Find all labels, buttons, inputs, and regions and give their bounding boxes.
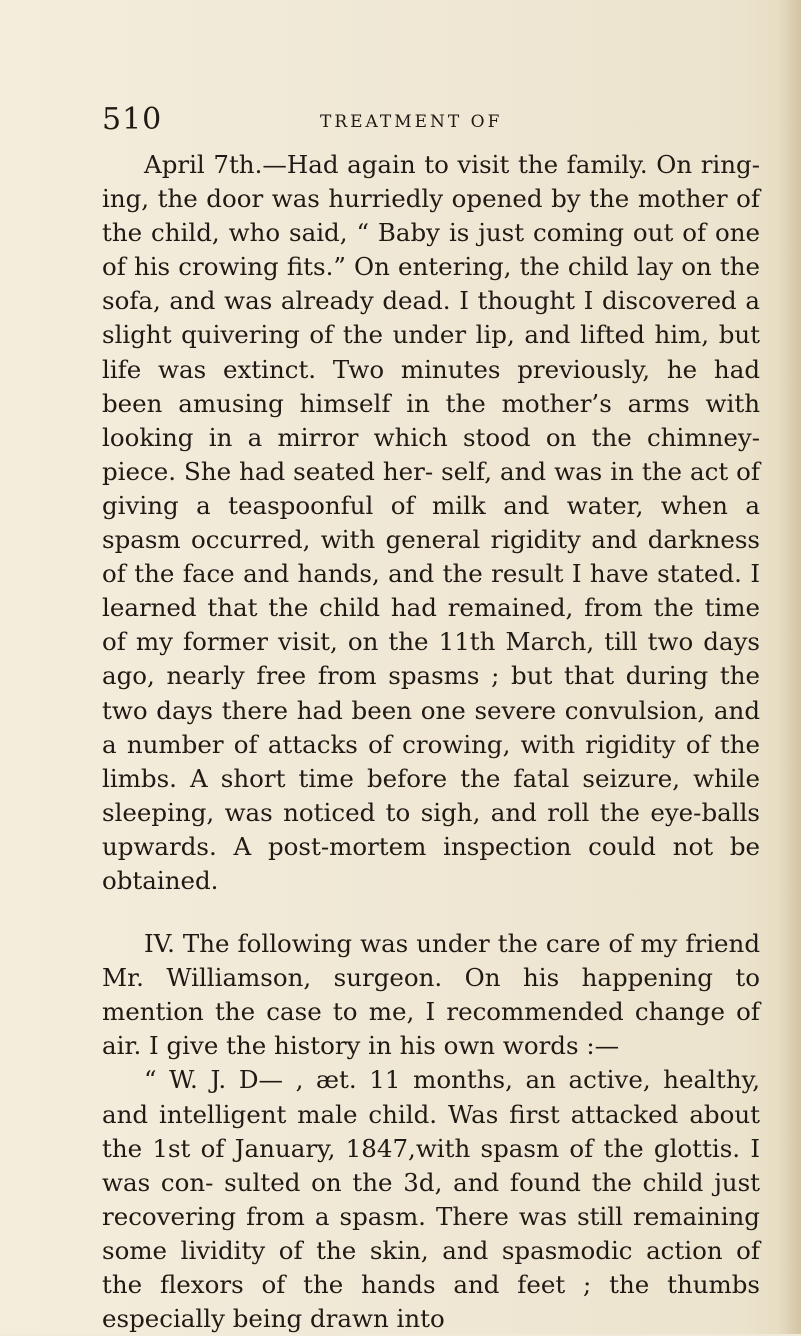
body-text [102, 148, 760, 1336]
running-head: TREATMENT OF [320, 112, 503, 132]
paragraph-case-iv: IV. The following was under the care of my friend Mr. Williamson, surgeon. On his happening to mention the case to me, I recommended change of air. I give the history in his own words :— [102, 929, 760, 1061]
page-edge-shadow [779, 0, 801, 1334]
paragraph-april-7th: April 7th.—Had again to visit the family. On ring- ing, the door was hurriedly opened by the mother of the child, who said, “ Baby is just coming out of one of his crowing fits.” On entering, the child lay on the sofa, and was already dead. I thought I discovered a slight quivering of the under lip, and lifted him, but life was extinct. Two minutes previously, he had been amusing himself in the mother’s arms with looking in a mirror which stood on the chimney-piece. She had seated her- self, and was in the act of giving a teaspoonful of milk and water, when a spasm occurred, with general rigidity and darkness of the face and hands, and the result I have stated. I learned that the child had remained, from the time of my former visit, on the 11th March, till two days ago, nearly free from spasms ; but that during the two days there had been one severe convulsion, and a number of attacks of crowing, with rigidity of the limbs. A short time before the fatal seizure, while sleeping, was noticed to sigh, and roll the eye-balls upwards. A post-mortem inspection could not be obtained. [102, 150, 760, 895]
page-header [102, 102, 762, 142]
paragraph-quoted-history: “ W. J. D— , æt. 11 months, an active, healthy, and intelligent male child. Was first attacked about the 1st of January, 1847,with spasm of the glottis. I was con- sulted on the 3d, and found the child just recovering from a spasm. There was still remaining some lividity of the skin, and spasmodic action of the flexors of the hands and feet ; the thumbs especially being drawn into [102, 1065, 760, 1334]
page-number: 510 [102, 102, 163, 137]
